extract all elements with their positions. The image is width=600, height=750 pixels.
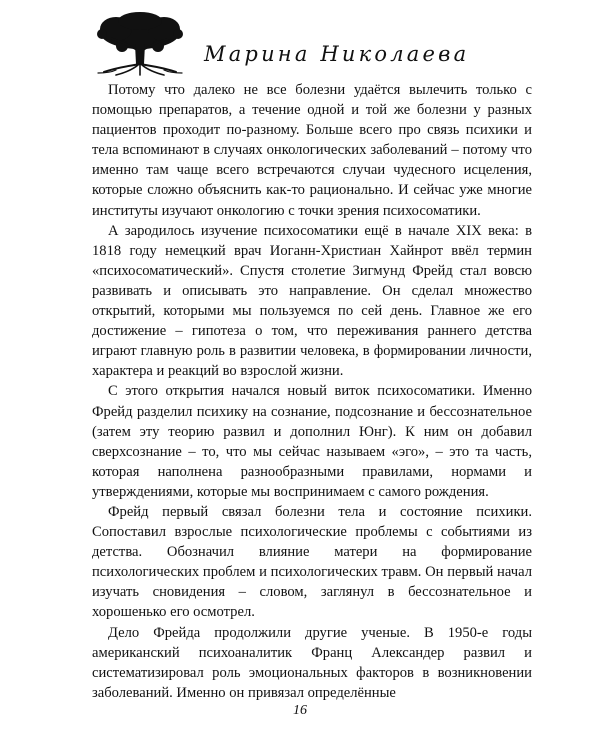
paragraph: Дело Фрейда продолжили другие ученые. В 1950-е годы американский психоаналитик Франц Александер развил и систематизировал роль эмоциональных факторов в возникновении заболеваний. Именно он привязал определённые [92,624,532,701]
author-name: Марина Николаева [204,42,470,66]
body-text [92,80,532,703]
tree-with-roots-icon [92,12,188,76]
paragraph: А зародилось изучение психосоматики ещё в начале XIX века: в 1818 году немецкий врач Иоганн-Христиан Хайнрот ввёл термин «психосоматический». Спустя столетие Зигмунд Фрейд стал вовсю развивать и описывать это направление. Он сделал множество открытий, которыми мы пользуемся по сей день. Главное же его достижение – гипотеза о том, что переживания раннего детства играют главную роль в развитии человека, в формировании личности, характера и реакций во взрослой жизни. [92,222,532,380]
paragraph: Потому что далеко не все болезни удаётся вылечить только с помощью препаратов, а течение одной и той же болезни у разных пациентов проходит по-разному. Больше всего про связь психики и тела вспоминают в случаях онкологических заболеваний – потому что именно там чаще всего встречаются случаи чудесного исцеления, которые сложно объяснить как-то рационально. И сейчас уже многие институты изучают онкологию с точки зрения психосоматики. [92,82,532,219]
paragraph: Фрейд первый связал болезни тела и состояние психики. Сопоставил взрослые психологические проблемы с событиями из детства. Обозначил влияние матери на формирование психологических проблем и психологических травм. Он первый начал изучать сновидения – словом, заглянул в бессознательное и хорошенько его осмотрел. [92,503,532,621]
paragraph: С этого открытия начался новый виток психосоматики. Именно Фрейд разделил психику на сознание, подсознание и бессознательное (затем эту теорию развил и дополнил Юнг). К ним он добавил сверхсознание – то, что мы сейчас называем «эго», – это та часть, которая наполнена разнообразными правилами, нормами и утверждениями, которые мы воспринимаем с самого рождения. [92,383,532,500]
running-header [92,12,522,78]
page-number: 16 [293,703,307,718]
